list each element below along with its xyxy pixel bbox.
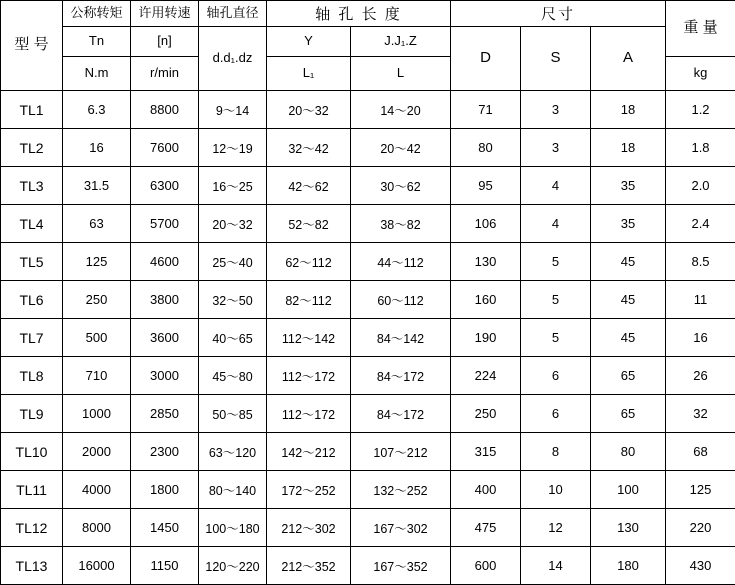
cell-speed: 3000 xyxy=(131,357,199,395)
cell-torque: 63 xyxy=(63,205,131,243)
cell-torque: 250 xyxy=(63,281,131,319)
cell-dim-a: 65 xyxy=(591,395,666,433)
cell-bore-length-l: 167～352 xyxy=(351,547,451,585)
cell-bore-diameter: 63～120 xyxy=(199,433,267,471)
cell-dim-a: 180 xyxy=(591,547,666,585)
cell-speed: 1800 xyxy=(131,471,199,509)
cell-weight: 16 xyxy=(666,319,735,357)
cell-model: TL8 xyxy=(1,357,63,395)
cell-dim-d: 80 xyxy=(451,129,521,167)
cell-weight: 11 xyxy=(666,281,735,319)
cell-dim-s: 5 xyxy=(521,243,591,281)
cell-bore-diameter: 32～50 xyxy=(199,281,267,319)
cell-dim-a: 65 xyxy=(591,357,666,395)
header-speed-label: 许用转速 xyxy=(131,1,199,27)
cell-dim-d: 600 xyxy=(451,547,521,585)
cell-bore-length-l: 84～172 xyxy=(351,357,451,395)
cell-model: TL12 xyxy=(1,509,63,547)
cell-dim-s: 5 xyxy=(521,281,591,319)
cell-model: TL4 xyxy=(1,205,63,243)
cell-weight: 2.0 xyxy=(666,167,735,205)
header-bore-length-group: 轴 孔 长 度 xyxy=(267,1,451,27)
header-dim-s: S xyxy=(521,27,591,91)
cell-dim-a: 130 xyxy=(591,509,666,547)
cell-model: TL13 xyxy=(1,547,63,585)
cell-dim-s: 6 xyxy=(521,395,591,433)
cell-torque: 500 xyxy=(63,319,131,357)
cell-model: TL3 xyxy=(1,167,63,205)
cell-bore-diameter: 16～25 xyxy=(199,167,267,205)
cell-speed: 2300 xyxy=(131,433,199,471)
cell-torque: 1000 xyxy=(63,395,131,433)
cell-dim-d: 95 xyxy=(451,167,521,205)
cell-speed: 3600 xyxy=(131,319,199,357)
cell-bore-length-l1: 112～172 xyxy=(267,395,351,433)
cell-speed: 4600 xyxy=(131,243,199,281)
cell-dim-s: 3 xyxy=(521,129,591,167)
cell-bore-length-l1: 20～32 xyxy=(267,91,351,129)
cell-bore-length-l: 60～112 xyxy=(351,281,451,319)
cell-model: TL6 xyxy=(1,281,63,319)
cell-bore-length-l: 167～302 xyxy=(351,509,451,547)
table-row xyxy=(1,319,735,357)
cell-bore-length-l: 14～20 xyxy=(351,91,451,129)
table-row xyxy=(1,547,735,585)
cell-bore-length-l: 44～112 xyxy=(351,243,451,281)
header-bore-len-jjz: J.J₁.Z xyxy=(351,27,451,57)
header-bore-len-l1: L₁ xyxy=(267,57,351,91)
table-header xyxy=(1,1,735,91)
cell-torque: 16000 xyxy=(63,547,131,585)
cell-torque: 31.5 xyxy=(63,167,131,205)
cell-dim-d: 71 xyxy=(451,91,521,129)
cell-dim-s: 6 xyxy=(521,357,591,395)
header-dim-a: A xyxy=(591,27,666,91)
cell-speed: 1150 xyxy=(131,547,199,585)
header-model: 型 号 xyxy=(1,1,63,91)
header-bore-dia-symbol: d.d₁.dz xyxy=(199,27,267,91)
cell-bore-length-l1: 112～142 xyxy=(267,319,351,357)
cell-dim-a: 45 xyxy=(591,319,666,357)
header-speed-unit: r/min xyxy=(131,57,199,91)
header-weight-label: 重 量 xyxy=(666,1,735,57)
cell-model: TL10 xyxy=(1,433,63,471)
cell-speed: 2850 xyxy=(131,395,199,433)
table-row xyxy=(1,91,735,129)
cell-dim-s: 5 xyxy=(521,319,591,357)
cell-dim-d: 130 xyxy=(451,243,521,281)
cell-weight: 1.2 xyxy=(666,91,735,129)
cell-dim-d: 475 xyxy=(451,509,521,547)
cell-torque: 16 xyxy=(63,129,131,167)
cell-dim-a: 80 xyxy=(591,433,666,471)
header-weight-unit: kg xyxy=(666,57,735,91)
cell-dim-s: 8 xyxy=(521,433,591,471)
cell-weight: 32 xyxy=(666,395,735,433)
cell-weight: 68 xyxy=(666,433,735,471)
header-row-2 xyxy=(1,27,735,57)
table-row xyxy=(1,129,735,167)
cell-weight: 430 xyxy=(666,547,735,585)
table-row xyxy=(1,395,735,433)
cell-torque: 125 xyxy=(63,243,131,281)
header-bore-dia-label: 轴孔直径 xyxy=(199,1,267,27)
cell-bore-length-l: 84～172 xyxy=(351,395,451,433)
cell-speed: 7600 xyxy=(131,129,199,167)
cell-bore-diameter: 45～80 xyxy=(199,357,267,395)
cell-weight: 1.8 xyxy=(666,129,735,167)
cell-bore-length-l: 84～142 xyxy=(351,319,451,357)
cell-torque: 2000 xyxy=(63,433,131,471)
cell-dim-d: 106 xyxy=(451,205,521,243)
cell-dim-d: 190 xyxy=(451,319,521,357)
cell-weight: 125 xyxy=(666,471,735,509)
cell-bore-diameter: 12～19 xyxy=(199,129,267,167)
cell-dim-s: 12 xyxy=(521,509,591,547)
table-row xyxy=(1,471,735,509)
cell-torque: 6.3 xyxy=(63,91,131,129)
cell-bore-length-l1: 52～82 xyxy=(267,205,351,243)
header-dimension-group: 尺寸 xyxy=(451,1,666,27)
cell-bore-diameter: 25～40 xyxy=(199,243,267,281)
cell-bore-diameter: 50～85 xyxy=(199,395,267,433)
cell-dim-d: 315 xyxy=(451,433,521,471)
header-bore-len-y: Y xyxy=(267,27,351,57)
header-dim-d: D xyxy=(451,27,521,91)
cell-dim-a: 35 xyxy=(591,167,666,205)
cell-dim-a: 35 xyxy=(591,205,666,243)
cell-speed: 8800 xyxy=(131,91,199,129)
cell-bore-diameter: 20～32 xyxy=(199,205,267,243)
cell-dim-d: 250 xyxy=(451,395,521,433)
table-row xyxy=(1,357,735,395)
cell-dim-a: 45 xyxy=(591,281,666,319)
header-bore-len-l: L xyxy=(351,57,451,91)
header-torque-label: 公称转矩 xyxy=(63,1,131,27)
cell-dim-s: 4 xyxy=(521,205,591,243)
cell-torque: 4000 xyxy=(63,471,131,509)
cell-bore-length-l1: 112～172 xyxy=(267,357,351,395)
cell-bore-length-l: 20～42 xyxy=(351,129,451,167)
cell-bore-length-l1: 42～62 xyxy=(267,167,351,205)
cell-bore-length-l1: 212～302 xyxy=(267,509,351,547)
table-row xyxy=(1,433,735,471)
cell-bore-diameter: 100～180 xyxy=(199,509,267,547)
cell-dim-a: 18 xyxy=(591,91,666,129)
header-torque-symbol: Tn xyxy=(63,27,131,57)
cell-dim-d: 400 xyxy=(451,471,521,509)
cell-bore-diameter: 120～220 xyxy=(199,547,267,585)
cell-dim-d: 160 xyxy=(451,281,521,319)
cell-bore-length-l1: 212～352 xyxy=(267,547,351,585)
table-row xyxy=(1,243,735,281)
cell-torque: 710 xyxy=(63,357,131,395)
cell-weight: 26 xyxy=(666,357,735,395)
cell-bore-length-l: 38～82 xyxy=(351,205,451,243)
cell-bore-length-l1: 62～112 xyxy=(267,243,351,281)
table-row xyxy=(1,205,735,243)
table-row xyxy=(1,509,735,547)
table-row xyxy=(1,167,735,205)
cell-weight: 220 xyxy=(666,509,735,547)
header-torque-unit: N.m xyxy=(63,57,131,91)
cell-model: TL1 xyxy=(1,91,63,129)
cell-bore-length-l: 132～252 xyxy=(351,471,451,509)
cell-bore-diameter: 40～65 xyxy=(199,319,267,357)
cell-dim-a: 18 xyxy=(591,129,666,167)
cell-torque: 8000 xyxy=(63,509,131,547)
cell-dim-s: 3 xyxy=(521,91,591,129)
cell-bore-length-l: 107～212 xyxy=(351,433,451,471)
cell-weight: 2.4 xyxy=(666,205,735,243)
cell-weight: 8.5 xyxy=(666,243,735,281)
cell-bore-length-l: 30～62 xyxy=(351,167,451,205)
cell-dim-s: 10 xyxy=(521,471,591,509)
cell-speed: 5700 xyxy=(131,205,199,243)
header-speed-symbol: [n] xyxy=(131,27,199,57)
cell-bore-length-l1: 82～112 xyxy=(267,281,351,319)
cell-bore-length-l1: 142～212 xyxy=(267,433,351,471)
cell-model: TL9 xyxy=(1,395,63,433)
cell-bore-diameter: 80～140 xyxy=(199,471,267,509)
cell-model: TL5 xyxy=(1,243,63,281)
cell-model: TL7 xyxy=(1,319,63,357)
cell-speed: 1450 xyxy=(131,509,199,547)
cell-bore-length-l1: 172～252 xyxy=(267,471,351,509)
table-body xyxy=(1,91,735,585)
cell-bore-length-l1: 32～42 xyxy=(267,129,351,167)
cell-dim-s: 4 xyxy=(521,167,591,205)
cell-dim-s: 14 xyxy=(521,547,591,585)
cell-dim-a: 45 xyxy=(591,243,666,281)
cell-dim-d: 224 xyxy=(451,357,521,395)
header-row-1 xyxy=(1,1,735,27)
cell-speed: 6300 xyxy=(131,167,199,205)
cell-dim-a: 100 xyxy=(591,471,666,509)
table-row xyxy=(1,281,735,319)
cell-speed: 3800 xyxy=(131,281,199,319)
cell-bore-diameter: 9～14 xyxy=(199,91,267,129)
cell-model: TL11 xyxy=(1,471,63,509)
cell-model: TL2 xyxy=(1,129,63,167)
